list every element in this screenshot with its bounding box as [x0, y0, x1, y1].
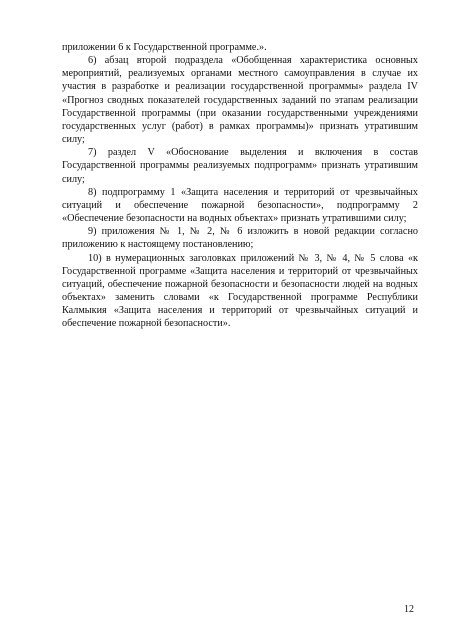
paragraph-continuation: приложении 6 к Государственной программе.».	[62, 42, 267, 53]
paragraph-item-9: 9) приложения № 1, № 2, № 6 изложить в новой редакции согласно приложению к настоящему постановлению;	[62, 226, 418, 251]
document-body	[62, 41, 418, 330]
paragraph-item-7: 7) раздел V «Обоснование выделения и включения в состав Государственной программы реализуемых подпрограмм» признать утратившим силу;	[62, 147, 418, 185]
paragraph-item-6: 6) абзац второй подраздела «Обобщенная характеристика основных мероприятий, реализуемых органами местного самоуправления в случае их участия в разработке и реализации государственной программы» раздела IV «Прогноз сводных показателей государственных заданий по этапам реализации Государственной программы (при оказании государственными учреждениями государственных услуг (работ) в рамках программы)» признать утратившим силу;	[62, 55, 418, 146]
paragraph-item-8: 8) подпрограмму 1 «Защита населения и территорий от чрезвычайных ситуаций и обеспечение пожарной безопасности», подпрограмму 2 «Обеспечение безопасности на водных объектах» признать утратившими силу;	[62, 186, 418, 225]
page-number: 12	[404, 604, 414, 615]
paragraph-item-10: 10) в нумерационных заголовках приложений № 3, № 4, № 5 слова «к Государственной программе «Защита населения и территорий от чрезвычайных ситуаций, обеспечение пожарной безопасности и безопасности людей на водных объектах» заменить словами «к Государственной программе Республики Калмыкия «Защита населения и территорий от чрезвычайных ситуаций и обеспечение пожарной безопасности».	[62, 252, 418, 330]
